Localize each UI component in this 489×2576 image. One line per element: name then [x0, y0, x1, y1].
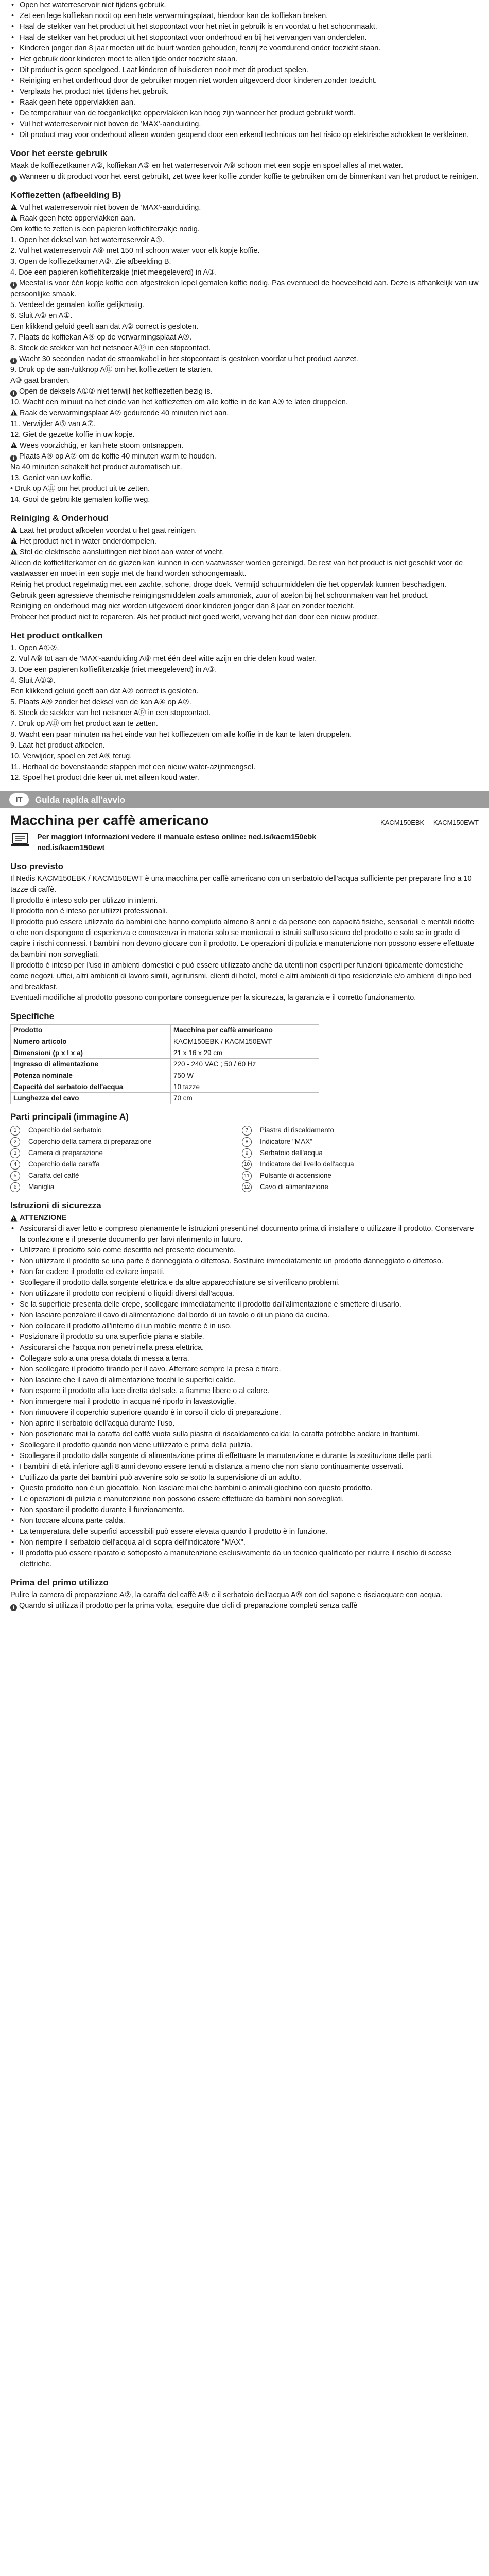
product-code: KACM150EWT	[433, 819, 479, 826]
list-item: • Non far cadere il prodotto ed evitare impatti.	[10, 1267, 479, 1278]
line-text: 4. Doe een papieren koffiefilterzakje (niet meegeleverd) in A③.	[10, 268, 217, 277]
table-cell: Potenza nominale	[11, 1070, 171, 1081]
table-cell: 750 W	[171, 1070, 319, 1081]
list-item: • Posizionare il prodotto su una superficie piana e stabile.	[10, 1332, 479, 1343]
part-number: 1	[10, 1126, 20, 1136]
line-text: 9. Laat het product afkoelen.	[10, 741, 105, 750]
text-line	[10, 365, 479, 376]
part-item	[10, 1170, 237, 1181]
info-circle-icon: i	[10, 358, 17, 364]
attention-line	[10, 1213, 479, 1224]
line-text: Reiniging en onderhoud mag niet worden uitgevoerd door kinderen jonger dan 8 jaar en zonder toezicht.	[10, 602, 355, 611]
list-item: • Le operazioni di pulizia e manutenzione non possono essere effettuate da bambini non sorvegliati.	[10, 1494, 479, 1505]
line-text: Gebruik geen agressieve chemische reinigingsmiddelen zoals ammoniak, zuur of aceton bij het schoonmaken van het product.	[10, 591, 429, 600]
paragraph: Il prodotto può essere utilizzato da bambini che hanno compiuto almeno 8 anni e da persone con capacità fisiche, sensoriali e mentali ridotte o che non dispongono di esperienza e conoscenza in materia solo se monitorati o istruiti sull'uso sicuro del prodotto e solo se in grado di capire i rischi connessi. I bambini non devono giocare con il prodotto. Le operazioni di pulizia e manutenzione non possono essere effettuate da bambini non sorvegliati.	[10, 918, 475, 959]
note-text: Wanneer u dit product voor het eerst gebruikt, zet twee keer koffie zonder koffie te gebruiken om de binnenkant van het product te reinigen.	[19, 173, 479, 181]
table-cell: Ingresso di alimentazione	[11, 1059, 171, 1070]
line-text: 10. Wacht een minuut na het einde van het koffiezetten om alle koffie in de kan A⑤ te laten druppelen.	[10, 398, 348, 406]
nl-safety-list	[10, 0, 479, 141]
list-item: • Het gebruik door kinderen moet te allen tijde onder toezicht staan.	[10, 54, 479, 65]
table-cell: Macchina per caffè americano	[171, 1025, 319, 1036]
line-text: Een klikkend geluid geeft aan dat A② correct is gesloten.	[10, 323, 199, 331]
part-label: Coperchio della camera di preparazione	[28, 1138, 152, 1145]
line-text: • Druk op A⑪ om het product uit te zetten.	[10, 485, 150, 493]
note-text: Quando si utilizza il prodotto per la prima volta, eseguire due cicli di preparazione completi senza caffè	[19, 1602, 358, 1610]
part-number: 12	[242, 1182, 252, 1192]
line-text: 3. Open de koffiezetkamer A②. Zie afbeelding B.	[10, 258, 171, 266]
text-line	[10, 612, 479, 623]
table-row	[11, 1036, 319, 1047]
section-title-voor-eerste: Voor het eerste gebruik	[10, 148, 108, 158]
list-item: • Non scollegare il prodotto tirando per il cavo. Afferrare sempre la presa e tirare.	[10, 1364, 479, 1375]
section-title-specifiche: Specifiche	[10, 1011, 55, 1021]
list-item: • Scollegare il prodotto quando non viene utilizzato e prima della pulizia.	[10, 1440, 479, 1451]
line-text: 9. Druk op de aan-/uitknop A⑪ om het koffiezetten te starten.	[10, 366, 213, 374]
product-header	[10, 811, 479, 829]
list-item: • Il prodotto può essere riparato e sottoposto a manutenzione esclusivamente da un tecnico qualificato per ridurre il rischio di scosse elettriche.	[10, 1548, 479, 1570]
part-number: 10	[242, 1160, 252, 1170]
product-code: KACM150EBK	[380, 819, 425, 826]
language-band	[0, 791, 489, 808]
table-row	[11, 1059, 319, 1070]
text-line	[10, 665, 479, 675]
paragraph: Il prodotto è inteso solo per utilizzo in interni.	[10, 896, 158, 905]
line-text: 5. Plaats A⑤ zonder het deksel van de kan A④ op A⑦.	[10, 698, 191, 706]
paragraph: Il prodotto è inteso per l'uso in ambienti domestici e può essere utilizzato anche da utenti non esperti per funzioni tipicamente domestiche come negozi, uffici, altri ambienti di lavoro simili, agriturismi, clienti di hotel, motel e altri ambienti di tipo residenziale e/o ambienti di tipo bed and breakfast.	[10, 961, 471, 991]
manual-screen-icon	[10, 832, 30, 848]
list-item: • Non posizionare mai la caraffa del caffè vuota sulla piastra di riscaldamento calda: la caraffa potrebbe andare in frantumi.	[10, 1429, 479, 1440]
table-cell: Lunghezza del cavo	[11, 1093, 171, 1104]
language-band-title: Guida rapida all'avvio	[35, 794, 126, 805]
line-text: Een klikkend geluid geeft aan dat A② correct is gesloten.	[10, 687, 199, 696]
list-item: • Non utilizzare il prodotto con recipienti o liquidi diversi dall'acqua.	[10, 1289, 479, 1299]
line-text: 8. Wacht een paar minuten na het einde van het koffiezetten om alle koffie in de kan te laten druppelen.	[10, 731, 352, 739]
uso-previsto-text	[10, 874, 479, 1004]
text-line	[10, 311, 479, 321]
part-item	[242, 1136, 468, 1147]
sicurezza-list	[10, 1224, 479, 1570]
warning-triangle-icon	[10, 442, 18, 448]
part-label: Maniglia	[28, 1183, 55, 1191]
line-text: Het product niet in water onderdompelen.	[20, 537, 156, 546]
part-number: 11	[242, 1171, 252, 1181]
list-item: • Vul het waterreservoir niet boven de 'MAX'-aanduiding.	[10, 119, 479, 130]
text-line	[10, 354, 479, 365]
part-number: 3	[10, 1148, 20, 1158]
text-line	[10, 643, 479, 654]
product-codes	[373, 817, 479, 828]
text-line	[10, 473, 479, 484]
list-item: • Raak geen hete oppervlakken aan.	[10, 97, 479, 108]
warning-triangle-icon	[10, 204, 18, 210]
line-text: 7. Druk op A⑪ om het product aan te zetten.	[10, 720, 158, 728]
part-label: Piastra di riscaldamento	[260, 1126, 335, 1134]
paragraph: Il prodotto non è inteso per utilizzi professionali.	[10, 907, 168, 916]
line-text: Probeer het product niet te repareren. Als het product niet goed werkt, vervang het dan door een nieuw product.	[10, 613, 379, 621]
part-item	[10, 1136, 237, 1147]
warning-triangle-icon	[10, 409, 18, 416]
list-item: • Collegare solo a una presa dotata di messa a terra.	[10, 1353, 479, 1364]
list-item: • Haal de stekker van het product uit het stopcontact voor het niet in gebruik is en voordat u het schoonmaakt.	[10, 22, 479, 32]
line-text: Om koffie te zetten is een papieren koffiefilterzakje nodig.	[10, 225, 200, 233]
part-item	[10, 1125, 237, 1136]
line-text: 14. Gooi de gebruikte gemalen koffie weg.	[10, 496, 150, 504]
line-text: 3. Doe een papieren koffiefilterzakje (niet meegeleverd) in A③.	[10, 666, 217, 674]
table-cell: 70 cm	[171, 1093, 319, 1104]
line-text: 4. Sluit A①②.	[10, 676, 56, 685]
list-item: • L'utilizzo da parte dei bambini può avvenire solo se sotto la supervisione di un adulto.	[10, 1472, 479, 1483]
list-item: • Non aprire il serbatoio dell'acqua durante l'uso.	[10, 1418, 479, 1429]
product-title: Macchina per caffè americano	[10, 812, 209, 828]
part-item	[10, 1159, 237, 1170]
part-label: Pulsante di accensione	[260, 1172, 331, 1179]
text-line	[10, 397, 479, 408]
table-cell: 220 - 240 VAC ; 50 / 60 Hz	[171, 1059, 319, 1070]
online-manual-row	[10, 832, 479, 854]
text-line	[10, 213, 479, 224]
section-title-sicurezza: Istruzioni di sicurezza	[10, 1200, 101, 1210]
text-line	[10, 451, 479, 462]
text-line	[10, 235, 479, 246]
text-line	[10, 246, 479, 257]
list-item: • Non toccare alcuna parte calda.	[10, 1516, 479, 1527]
line-text: Plaats A⑤ op A⑦ om de koffie 40 minuten warm te houden.	[19, 452, 216, 461]
section-title-ontkalken: Het product ontkalken	[10, 631, 103, 640]
text-line	[10, 536, 479, 547]
spec-table	[10, 1024, 319, 1104]
line-text: Reinig het product regelmatig met een zachte, schone, droge doek. Vermijd schuurmiddelen die het oppervlak kunnen beschadigen.	[10, 581, 447, 589]
ontkalken-steps	[10, 643, 479, 784]
part-number: 9	[242, 1148, 252, 1158]
part-label: Coperchio del serbatoio	[28, 1126, 102, 1134]
line-text: Wacht 30 seconden nadat de stroomkabel in het stopcontact is gestoken voordat u het product aanzet.	[19, 355, 358, 363]
text-line	[10, 300, 479, 311]
text-line	[10, 267, 479, 278]
text-line	[10, 740, 479, 751]
section-title-reiniging: Reiniging & Onderhoud	[10, 513, 109, 523]
list-item: • Open het waterreservoir niet tijdens gebruik.	[10, 0, 479, 11]
text-line	[10, 376, 479, 386]
line-text: Open de deksels A①② niet terwijl het koffiezetten bezig is.	[19, 387, 213, 396]
paragraph: Pulire la camera di preparazione A②, la caraffa del caffè A⑤ e il serbatoio dell'acqua A⑨ con del sapone e risciacquare con acqua.	[10, 1591, 443, 1599]
section-title-uso: Uso previsto	[10, 861, 63, 871]
table-cell: Prodotto	[11, 1025, 171, 1036]
list-item: • Non immergere mai il prodotto in acqua né riporlo in lavastoviglie.	[10, 1397, 479, 1408]
text-line	[10, 332, 479, 343]
line-text: 11. Herhaal de bovenstaande stappen met een nieuw water-azijnmengsel.	[10, 763, 256, 771]
line-text: Meestal is voor één kopje koffie een afgestreken lepel gemalen koffie nodig. Pas eventueel de hoeveelheid aan. Deze is afhankelijk van uw persoonlijke smaak.	[10, 279, 479, 298]
text-line	[10, 762, 479, 773]
table-cell: KACM150EBK / KACM150EWT	[171, 1036, 319, 1047]
table-cell: Capacità del serbatoio dell'acqua	[11, 1081, 171, 1093]
list-item: • Dit product is geen speelgoed. Laat kinderen of huisdieren nooit met dit product spelen.	[10, 65, 479, 76]
paragraph: Maak de koffiezetkamer A②, koffiekan A⑤ en het waterreservoir A⑨ schoon met een sopje en spoel alles af met water.	[10, 162, 404, 170]
warning-triangle-icon	[10, 537, 18, 544]
text-line	[10, 730, 479, 740]
table-cell: 21 x 16 x 29 cm	[171, 1047, 319, 1059]
list-item: • Utilizzare il prodotto solo come descritto nel presente documento.	[10, 1245, 479, 1256]
part-number: 7	[242, 1126, 252, 1136]
text-line	[10, 462, 479, 473]
list-item: • Dit product mag voor onderhoud alleen worden geopend door een erkend technicus om het risico op elektrische schokken te verkleinen.	[10, 130, 479, 141]
text-line	[10, 675, 479, 686]
table-row	[11, 1047, 319, 1059]
line-text: 2. Vul A⑨ tot aan de 'MAX'-aanduiding A⑧ met één deel witte azijn en drie delen koud water.	[10, 655, 317, 663]
part-item	[242, 1181, 468, 1193]
info-circle-icon: i	[10, 1604, 17, 1611]
line-text: 6. Sluit A② en A①.	[10, 312, 73, 320]
info-circle-icon: i	[10, 282, 17, 289]
list-item: • Non riempire il serbatoio dell'acqua al di sopra dell'indicatore "MAX".	[10, 1537, 479, 1548]
text-line	[10, 419, 479, 430]
part-number: 5	[10, 1171, 20, 1181]
koffiezetten-steps	[10, 202, 479, 505]
line-text: Vul het waterreservoir niet boven de 'MAX'-aanduiding.	[20, 204, 201, 212]
warning-triangle-icon	[10, 548, 18, 555]
language-badge: IT	[9, 793, 29, 806]
line-text: Na 40 minuten schakelt het product automatisch uit.	[10, 463, 182, 471]
text-line	[10, 590, 479, 601]
line-text: 12. Spoel het product drie keer uit met alleen koud water.	[10, 774, 199, 782]
text-line	[10, 440, 479, 451]
line-text: 1. Open het deksel van het waterreservoir A①.	[10, 236, 165, 244]
line-text: 5. Verdeel de gemalen koffie gelijkmatig.	[10, 301, 145, 309]
list-item: • Kinderen jonger dan 8 jaar moeten uit de buurt worden gehouden, tenzij ze voortdurend onder toezicht staan.	[10, 43, 479, 54]
part-label: Cavo di alimentazione	[260, 1183, 328, 1191]
text-line	[10, 773, 479, 784]
paragraph: Eventuali modifiche al prodotto possono comportare conseguenze per la sicurezza, la garanzia e il corretto funzionamento.	[10, 994, 416, 1002]
text-line	[10, 202, 479, 213]
list-item: • Non collocare il prodotto all'interno di un mobile mentre è in uso.	[10, 1321, 479, 1332]
line-text: 8. Steek de stekker van het netsnoer A⑫ in een stopcontact.	[10, 344, 211, 352]
manual-link[interactable]: Per maggiori informazioni vedere il manuale esteso online: ned.is/kacm150ebk	[37, 833, 317, 841]
line-text: Stel de elektrische aansluitingen niet bloot aan water of vocht.	[20, 548, 224, 556]
part-item	[242, 1170, 468, 1181]
text-line	[10, 343, 479, 354]
list-item: • Scollegare il prodotto dalla sorgente di alimentazione prima di effettuare la manutenzione e durante la sostituzione delle parti.	[10, 1451, 479, 1462]
list-item: • Non esporre il prodotto alla luce diretta del sole, a fiamme libere o al calore.	[10, 1386, 479, 1397]
list-item: • Zet een lege koffiekan nooit op een hete verwarmingsplaat, hierdoor kan de koffiekan breken.	[10, 11, 479, 22]
list-item: • Non lasciare che il cavo di alimentazione tocchi le superfici calde.	[10, 1375, 479, 1386]
line-text: 1. Open A①②.	[10, 644, 59, 652]
list-item: • Non rimuovere il coperchio superiore quando è in corso il ciclo di preparazione.	[10, 1408, 479, 1418]
text-line	[10, 601, 479, 612]
list-item: • Scollegare il prodotto dalla sorgente elettrica e da altre apparecchiature se si verificano problemi.	[10, 1278, 479, 1289]
list-item: • Assicurarsi di aver letto e compreso pienamente le istruzioni presenti nel documento prima di installare o utilizzare il prodotto. Conservare la confezione e il presente documento per farvi riferimento in futuro.	[10, 1224, 479, 1245]
text-line	[10, 654, 479, 665]
text-line	[10, 547, 479, 558]
text-line	[10, 278, 479, 300]
section-title-parti: Parti principali (immagine A)	[10, 1112, 129, 1122]
text-line	[10, 580, 479, 590]
attention-label: ATTENZIONE	[20, 1214, 67, 1222]
line-text: Wees voorzichtig, er kan hete stoom ontsnappen.	[20, 442, 184, 450]
info-circle-icon: i	[10, 455, 17, 462]
part-label: Coperchio della caraffa	[28, 1160, 100, 1168]
text-line	[10, 495, 479, 505]
part-label: Indicatore del livello dell'acqua	[260, 1160, 354, 1168]
list-item: • I bambini di età inferiore agli 8 anni devono essere tenuti a distanza a meno che non siano continuamente osservati.	[10, 1462, 479, 1472]
text-line	[10, 708, 479, 719]
list-item: • La temperatura delle superfici accessibili può essere elevata quando il prodotto è in funzione.	[10, 1527, 479, 1537]
text-line	[10, 484, 479, 495]
table-cell: 10 tazze	[171, 1081, 319, 1093]
part-item	[10, 1147, 237, 1159]
part-item	[242, 1147, 468, 1159]
text-line	[10, 558, 479, 580]
text-line	[10, 697, 479, 708]
list-item: • Se la superficie presenta delle crepe, scollegare immediatamente il prodotto dall'alimentazione e smettere di usarlo.	[10, 1299, 479, 1310]
part-number: 6	[10, 1182, 20, 1192]
part-label: Caraffa del caffè	[28, 1172, 79, 1179]
part-number: 4	[10, 1160, 20, 1170]
part-number: 2	[10, 1137, 20, 1147]
line-text: 2. Vul het waterreservoir A⑨ met 150 ml schoon water voor elk kopje koffie.	[10, 247, 260, 255]
part-number: 8	[242, 1137, 252, 1147]
warning-triangle-icon	[10, 527, 18, 533]
line-text: Laat het product afkoelen voordat u het gaat reinigen.	[20, 527, 197, 535]
table-cell: Numero articolo	[11, 1036, 171, 1047]
note-line	[10, 172, 479, 182]
text-line	[10, 526, 479, 536]
line-text: 6. Steek de stekker van het netsnoer A⑫ in een stopcontact.	[10, 709, 211, 717]
text-line	[10, 719, 479, 730]
manual-link[interactable]: ned.is/kacm150ewt	[37, 844, 105, 852]
table-row	[11, 1070, 319, 1081]
part-label: Camera di preparazione	[28, 1149, 103, 1157]
line-text: 11. Verwijder A⑤ van A⑦.	[10, 420, 96, 428]
line-text: Alleen de koffiefilterkamer en de glazen kan kunnen in een vaatwasser worden gereinigd. De rest van het product is niet geschikt voor de vaatwasser en moet in een sopje met de hand worden schoongemaakt.	[10, 559, 463, 578]
part-item	[10, 1181, 237, 1193]
part-label: Indicatore "MAX"	[260, 1138, 312, 1145]
info-circle-icon: i	[10, 390, 17, 397]
warning-triangle-icon	[10, 214, 18, 221]
list-item: • Non lasciare penzolare il cavo di alimentazione dal bordo di un tavolo o di un piano da cucina.	[10, 1310, 479, 1321]
note-line	[10, 1601, 479, 1612]
list-item: • Questo prodotto non è un giocattolo. Non lasciare mai che bambini o animali giochino con questo prodotto.	[10, 1483, 479, 1494]
text-line	[10, 751, 479, 762]
parts-list	[10, 1125, 479, 1193]
list-item: • Non utilizzare il prodotto se una parte è danneggiata o difettosa. Sostituire immediatamente un prodotto danneggiato o difettoso.	[10, 1256, 479, 1267]
line-text: 7. Plaats de koffiekan A⑤ op de verwarmingsplaat A⑦.	[10, 333, 192, 342]
line-text: 10. Verwijder, spoel en zet A⑤ terug.	[10, 752, 132, 760]
list-item: • Assicurarsi che l'acqua non penetri nella presa elettrica.	[10, 1343, 479, 1353]
text-line	[10, 257, 479, 267]
info-circle-icon: i	[10, 175, 17, 182]
list-item: • Verplaats het product niet tijdens het gebruik.	[10, 87, 479, 97]
warning-triangle-icon	[10, 1215, 18, 1222]
line-text: A⑩ gaat branden.	[10, 377, 71, 385]
list-item: • Reiniging en het onderhoud door de gebruiker mogen niet worden uitgevoerd door kinderen zonder toezicht.	[10, 76, 479, 87]
list-item: • Haal de stekker van het product uit het stopcontact voor onderhoud en bij het vervangen van onderdelen.	[10, 32, 479, 43]
table-row	[11, 1081, 319, 1093]
list-item: • Non spostare il prodotto durante il funzionamento.	[10, 1505, 479, 1516]
list-item: • De temperatuur van de toegankelijke oppervlakken kan hoog zijn wanneer het product gebruikt wordt.	[10, 108, 479, 119]
text-line	[10, 224, 479, 235]
line-text: 12. Giet de gezette koffie in uw kopje.	[10, 431, 135, 439]
part-item	[242, 1125, 468, 1136]
line-text: 13. Geniet van uw koffie.	[10, 474, 93, 482]
reiniging-text	[10, 526, 479, 623]
text-line	[10, 686, 479, 697]
text-line	[10, 408, 479, 419]
text-line	[10, 321, 479, 332]
table-cell: Dimensioni (p x l x a)	[11, 1047, 171, 1059]
text-line	[10, 386, 479, 397]
paragraph: Il Nedis KACM150EBK / KACM150EWT è una macchina per caffè americano con un serbatoio dell'acqua sufficiente per preparare fino a 10 tazze di caffè.	[10, 875, 472, 894]
section-title-koffiezetten: Koffiezetten (afbeelding B)	[10, 190, 121, 200]
table-row	[11, 1025, 319, 1036]
text-line	[10, 430, 479, 440]
section-title-primo: Prima del primo utilizzo	[10, 1578, 109, 1587]
table-row	[11, 1093, 319, 1104]
part-item	[242, 1159, 468, 1170]
line-text: Raak geen hete oppervlakken aan.	[20, 214, 135, 223]
line-text: Raak de verwarmingsplaat A⑦ gedurende 40 minuten niet aan.	[20, 409, 229, 417]
part-label: Serbatoio dell'acqua	[260, 1149, 323, 1157]
